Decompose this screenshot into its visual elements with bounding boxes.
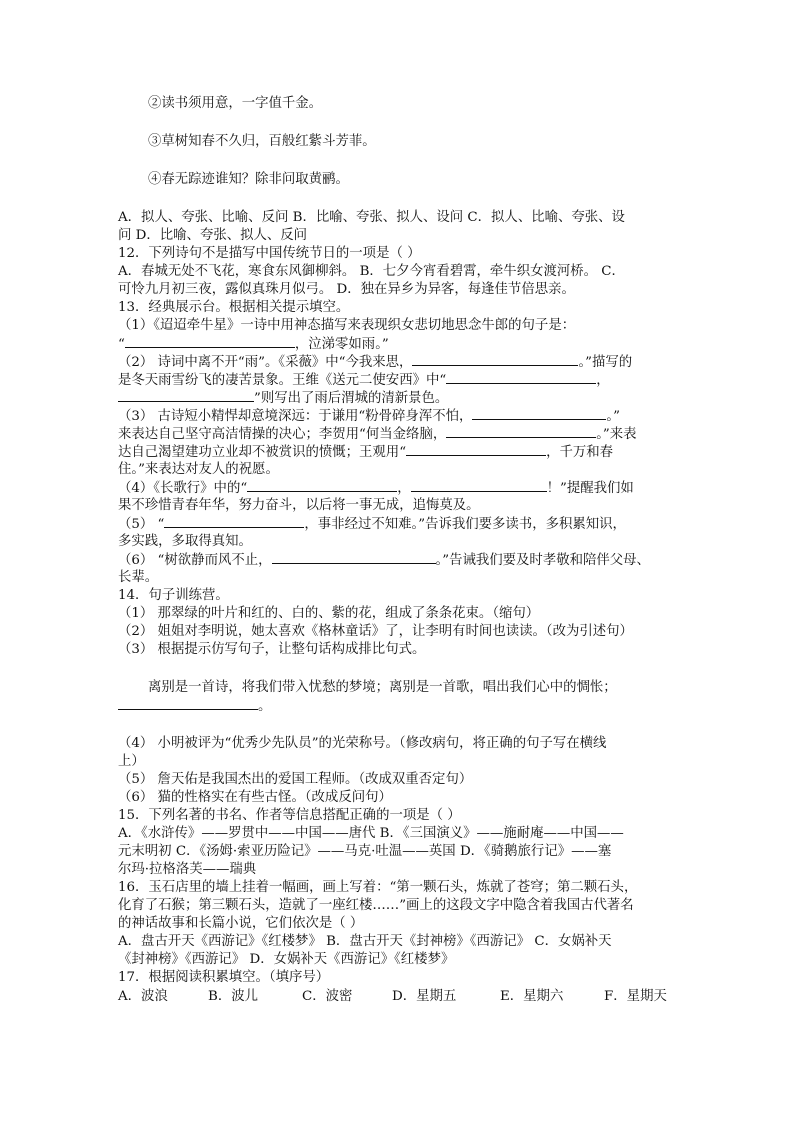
q13-item4-line1: （4）《长歌行》中的“ ， ！”提醒我们如 [118,481,634,496]
q13-item3-line3: 达自己渴望建功立业却不被赏识的愤慨；王观用“ ，千万和春 [118,445,614,460]
q14-model-sentence: 离别是一首诗，将我们带入忧愁的梦境；离别是一首歌，唱出我们心中的惆怅； [148,680,617,695]
q14-item2: （2） 姐姐对李明说，她太喜欢《格林童话》了，让李明有时间也读读。（改为引述句） [118,624,633,639]
q15-options-line1: A．《水浒传》——罗贯中——中国——唐代 B．《三国演义》——施耐庵——中国—— [118,826,624,841]
q13-item5-line2: 多实践，多取得真知。 [118,534,252,549]
q14-item5: （5） 詹天佑是我国杰出的爱国工程师。（改成双重否定句） [118,772,473,787]
q13-item6-line2: 长辈。 [118,570,159,585]
q13-item6-line1: （6） “树欲静而风不止， 。”告诫我们要及时孝敬和陪伴父母、 [118,553,650,568]
fill-blank[interactable] [118,697,258,710]
q13-item1-line1: （1）《迢迢牵牛星》一诗中用神态描写来表现织女悲切地思念牛郎的句子是： [118,318,576,333]
q13-item2-line2: 是冬天雨雪纷飞的凄苦景象。王维《送元二使安西》中“ ， [118,373,610,388]
q16-stem-line2: 化育了石猴；第三颗石头，造就了一座红楼……”画上的这段文字中隐含着我国古代著名 [118,898,634,913]
q13-item5-line1: （5） “ ，事非经过不知难。”告诉我们要多读书，多积累知识， [118,517,626,532]
q15-options-line2: 元末明初 C．《汤姆·索亚历险记》——马克·吐温——英国 D．《骑鹅旅行记》——塞 [118,844,612,859]
q14-stem: 14．句子训练营。 [118,588,229,603]
quote-2: ②读书须用意，一字值千金。 [148,96,323,111]
q16-stem-line1: 16．玉石店里的墙上挂着一幅画，画上写着：“第一颗石头，炼就了苍穹；第二颗石头， [118,880,638,895]
q17-option-e: E．星期六 [500,989,564,1004]
q12-options-line2: 可怜九月初三夜，露似真珠月似弓。 D．独在异乡为异客，每逢佳节倍思亲。 [118,282,575,297]
q17-option-d: D．星期五 [392,989,457,1004]
fill-blank[interactable] [406,443,546,456]
fill-blank[interactable] [446,425,596,438]
q14-item6: （6） 猫的性格实在有些古怪。（改成反问句） [118,790,392,805]
q17-stem: 17．根据阅读积累填空。（填序号） [118,970,330,985]
fill-blank[interactable] [118,389,254,402]
fill-blank[interactable] [446,371,596,384]
q11-options-line2: 问 D．比喻、夸张、拟人、反问 [118,228,308,243]
q16-options-line1: A．盘古开天《西游记》《红楼梦》 B．盘古开天《封神榜》《西游记》 C．女娲补天 [118,934,612,949]
q16-options-line2: 《封神榜》《西游记》 D．女娲补天《西游记》《红楼梦》 [118,952,455,967]
q14-model-answer-line: 。 [118,697,271,716]
q13-item1-line2: “ ，泣涕零如雨。” [118,337,389,352]
fill-blank[interactable] [125,335,295,348]
q16-stem-line3: 的神话故事和长篇小说，它们依次是（ ） [118,916,364,931]
q14-item4-line2: 上） [118,754,145,769]
q11-options-line1: A．拟人、夸张、比喻、反问 B．比喻、夸张、拟人、设问 C．拟人、比喻、夸张、设 [118,210,625,225]
q14-item4-line1: （4） 小明被评为“优秀少先队员”的光荣称号。（修改病句，将正确的句子写在横线 [118,736,607,751]
fill-blank[interactable] [164,515,304,528]
q12-stem: 12．下列诗句不是描写中国传统节日的一项是（ ） [118,246,421,261]
fill-blank[interactable] [412,353,578,366]
q13-item4-line2: 果不珍惜青春年华，努力奋斗，以后将一事无成，追悔莫及。 [118,498,480,513]
q13-item2-line3: ”则写出了雨后渭城的清新景色。 [118,389,448,408]
fill-blank[interactable] [472,407,606,420]
q13-item3-line2: 来表达自己坚守高洁情操的决心；李贺用“何当金络脑， 。”来表 [118,427,637,442]
fill-blank[interactable] [411,479,547,492]
q15-options-line3: 尔玛·拉格洛芙——瑞典 [118,862,257,877]
q13-item3-line1: （3） 古诗短小精悍却意境深远：于谦用“粉骨碎身浑不怕， 。” [118,409,620,424]
quote-3: ③草树知春不久归，百般红紫斗芳菲。 [148,134,376,149]
q13-item3-line4: 住。”来表达对友人的祝愿。 [118,462,279,477]
q12-options-line1: A．春城无处不飞花，寒食东风御柳斜。 B．七夕今宵看碧霄，牵牛织女渡河桥。 C． [118,264,625,279]
q14-item1: （1） 那翠绿的叶片和红的、白的、紫的花，组成了条条花束。（缩句） [118,606,540,621]
q17-option-c: C．波密 [302,989,353,1004]
q14-item3: （3） 根据提示仿写句子，让整句话构成排比句式。 [118,642,426,657]
fill-blank[interactable] [247,479,397,492]
q13-stem: 13．经典展示台。根据相关提示填空。 [118,300,350,315]
q17-option-b: B．波儿 [208,989,259,1004]
q13-item2-line1: （2） 诗词中离不开“雨”。《采薇》中“今我来思， 。”描写的 [118,355,633,370]
q15-stem: 15．下列名著的书名、作者等信息搭配正确的一项是（ ） [118,808,461,823]
q17-option-a: A．波浪 [118,989,168,1004]
quote-4: ④春无踪迹谁知？除非问取黄鹂。 [148,172,349,187]
fill-blank[interactable] [272,551,436,564]
q17-option-f: F．星期天 [604,989,667,1004]
